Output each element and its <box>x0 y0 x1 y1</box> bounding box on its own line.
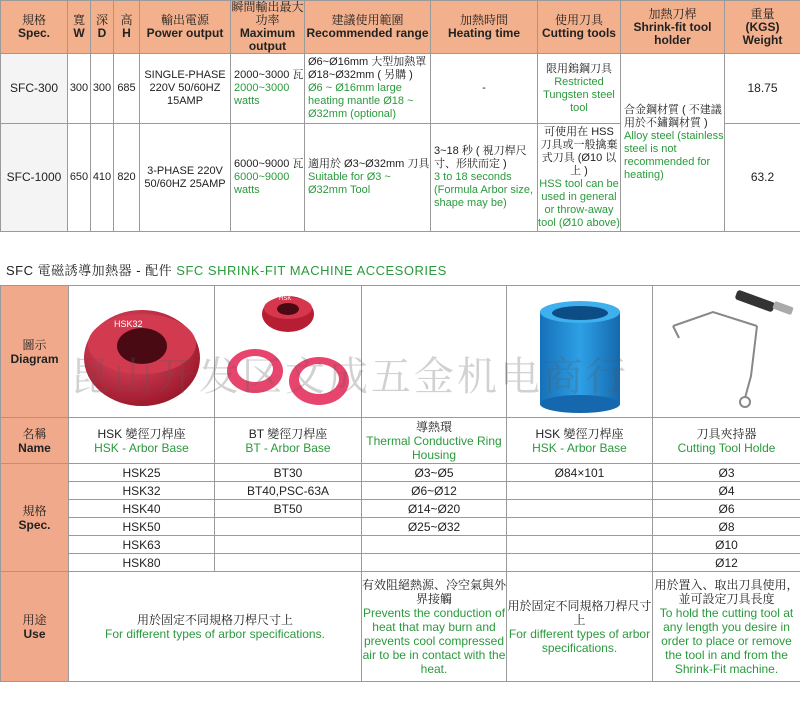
range-cell <box>305 54 431 124</box>
tools-en: HSS tool can be used in general or throw-away tool (Ø10 above) <box>538 177 620 229</box>
thermal-ring-image <box>362 286 507 418</box>
header-tools: 使用刀具 Cutting tools <box>538 1 621 54</box>
heating-zh: 3~18 秒 ( 視刀桿尺寸、形狀而定 ) <box>434 145 527 170</box>
power-cell: 3-PHASE 220V 50/60HZ 25AMP <box>140 124 231 232</box>
row-label-use: 用途 Use <box>1 572 69 682</box>
spec-cell: HSK63 <box>69 536 215 554</box>
h-cell: 820 <box>114 124 140 232</box>
spec-cell: HSK50 <box>69 518 215 536</box>
header-range: 建議使用範圍 Recommended range <box>305 1 431 54</box>
max-cell <box>231 54 305 124</box>
watermark: 昆山开发区文成五金机电商行 <box>70 355 629 399</box>
spec-cell: Ø25~Ø32 <box>362 518 507 536</box>
name-cell: 刀具夾持器 Cutting Tool Holde <box>653 418 800 464</box>
w-cell: 650 <box>68 124 91 232</box>
use-ring-cell: 有效阻絕熱源、冷空氣與外界接觸 Prevents the conduction of heat that may burn and prevents cool compressed air to be in contact with the heat. <box>362 572 507 682</box>
spec-cell: HSK25 <box>69 464 215 482</box>
spec-cell: HSK40 <box>69 500 215 518</box>
spec-cell: Ø84×101 <box>507 464 653 482</box>
name-cell: 導熱環 Thermal Conductive Ring Housing <box>362 418 507 464</box>
spec-cell <box>507 500 653 518</box>
weight-cell: 18.75 <box>725 54 800 124</box>
section-title-zh: SFC 電磁誘導加熱器 - 配件 <box>6 263 173 278</box>
heating-en: 3 to 18 seconds (Formula Arbor size, shape may be) <box>434 171 534 209</box>
use-row <box>1 572 800 682</box>
use-hsk-cell: 用於固定不同規格刀桿尺寸上 For different types of arbor specifications. <box>507 572 653 682</box>
spec-cell: Ø3 <box>653 464 800 482</box>
spec-row <box>1 518 800 536</box>
spec-cell: Ø6~Ø12 <box>362 482 507 500</box>
model-cell: SFC-300 <box>1 54 68 124</box>
accessories-table <box>0 285 800 682</box>
spec-cell <box>507 518 653 536</box>
spec-cell: BT50 <box>215 500 362 518</box>
max-en: 6000~9000 watts <box>234 171 290 196</box>
name-cell: BT 變徑刀桿座 BT - Arbor Base <box>215 418 362 464</box>
max-zh: 2000~3000 瓦 <box>234 69 304 81</box>
weight-cell: 63.2 <box>725 124 800 232</box>
header-w: 寬 W <box>68 1 91 54</box>
header-d: 深 D <box>91 1 114 54</box>
spec-cell <box>362 554 507 572</box>
name-row <box>1 418 800 464</box>
tools-cell <box>538 124 621 232</box>
use-holder-cell: 用於置入、取出刀具使用，並可設定刀具長度 To hold the cutting tool at any length you desire in order to place or remove the tool in and from the Shrink-Fit machine. <box>653 572 800 682</box>
section-title-en: SFC SHRINK-FIT MACHINE ACCESORIES <box>176 263 447 278</box>
spec-cell: BT30 <box>215 464 362 482</box>
spec-cell: BT40,PSC-63A <box>215 482 362 500</box>
hsk-blue-base-image <box>507 286 653 418</box>
spec-cell: HSK32 <box>69 482 215 500</box>
heating-cell <box>431 124 538 232</box>
d-cell: 410 <box>91 124 114 232</box>
diagram-row <box>1 286 800 418</box>
bt-arbor-base-image <box>215 286 362 418</box>
d-cell: 300 <box>91 54 114 124</box>
max-en: 2000~3000 watts <box>234 82 290 107</box>
header-holder: 加熱刀桿 Shrink-fit tool holder <box>621 1 725 54</box>
bt-rings-icon <box>215 286 362 414</box>
holder-cell <box>621 54 725 232</box>
name-cell: HSK 變徑刀桿座 HSK - Arbor Base <box>507 418 653 464</box>
blue-cylinder-icon <box>507 286 653 414</box>
spec-header-row <box>1 1 800 54</box>
spec-cell <box>507 536 653 554</box>
header-heating: 加熱時間 Heating time <box>431 1 538 54</box>
name-cell: HSK 變徑刀桿座 HSK - Arbor Base <box>69 418 215 464</box>
ring-engraving: HSK32 <box>114 319 143 329</box>
tools-zh: 可使用在 HSS 刀具或一般擒棄式刀具 (Ø10 以上 ) <box>540 125 618 177</box>
header-power: 輸出電源 Power output <box>140 1 231 54</box>
spec-cell: Ø6 <box>653 500 800 518</box>
power-cell: SINGLE-PHASE 220V 50/60HZ 15AMP <box>140 54 231 124</box>
spec-row <box>1 464 800 482</box>
use-arbor-cell: 用於固定不同規格刀桿尺寸上 For different types of arbor specifications. <box>69 572 362 682</box>
spec-table <box>0 0 800 232</box>
spec-cell <box>507 554 653 572</box>
spec-row <box>1 482 800 500</box>
spec-cell: HSK80 <box>69 554 215 572</box>
spec-cell <box>362 536 507 554</box>
spec-row <box>1 500 800 518</box>
spec-row-sfc300 <box>1 54 800 124</box>
spec-cell: Ø10 <box>653 536 800 554</box>
spec-cell: Ø12 <box>653 554 800 572</box>
w-cell: 300 <box>68 54 91 124</box>
tools-zh: 限用鎢鋼刀具 <box>546 62 612 75</box>
max-cell <box>231 124 305 232</box>
spec-cell: Ø4 <box>653 482 800 500</box>
spec-cell <box>215 554 362 572</box>
spec-cell <box>215 536 362 554</box>
row-label-diagram: 圖示 Diagram <box>1 286 69 418</box>
spec-row <box>1 536 800 554</box>
red-hsk-ring-icon <box>69 286 215 414</box>
range-zh: 適用於 Ø3~Ø32mm 刀具 <box>308 158 430 170</box>
range-en: Suitable for Ø3 ~ Ø32mm Tool <box>308 171 391 196</box>
heating-cell: - <box>431 54 538 124</box>
max-zh: 6000~9000 瓦 <box>234 158 304 170</box>
spec-cell: Ø14~Ø20 <box>362 500 507 518</box>
range-cell <box>305 124 431 232</box>
header-h: 高 H <box>114 1 140 54</box>
hsk-arbor-base-image <box>69 286 215 418</box>
header-spec: 規格 Spec. <box>1 1 68 54</box>
header-max: 瞬間輸出最大功率 Maximum output <box>231 0 304 53</box>
tools-en: Restricted Tungsten steel tool <box>543 75 615 114</box>
spec-cell <box>215 518 362 536</box>
header-weight: 重量 (KGS) Weight <box>725 1 800 54</box>
tool-clamp-icon <box>653 286 800 414</box>
row-label-spec: 規格 Spec. <box>1 464 69 572</box>
spec-cell: Ø8 <box>653 518 800 536</box>
holder-zh: 合金鋼材質 ( 不建議用於不鏽鋼材質 ) <box>624 103 722 129</box>
model-cell: SFC-1000 <box>1 124 68 232</box>
tool-holder-image <box>653 286 800 418</box>
range-en: Ø6 ~ Ø16mm large heating mantle Ø18 ~ Ø32mm (optional) <box>308 82 414 120</box>
ring-engraving-small: HSK <box>279 296 292 302</box>
holder-en: Alloy steel (stainless steel is not recommended for heating) <box>624 129 724 181</box>
row-label-name: 名稱 Name <box>1 418 69 464</box>
h-cell: 685 <box>114 54 140 124</box>
spec-row <box>1 554 800 572</box>
spec-cell <box>507 482 653 500</box>
tools-cell <box>538 54 621 124</box>
section-title <box>6 260 447 279</box>
spec-cell: Ø3~Ø5 <box>362 464 507 482</box>
range-zh: Ø6~Ø16mm 大型加熱罩 Ø18~Ø32mm ( 另購 ) <box>308 56 427 81</box>
